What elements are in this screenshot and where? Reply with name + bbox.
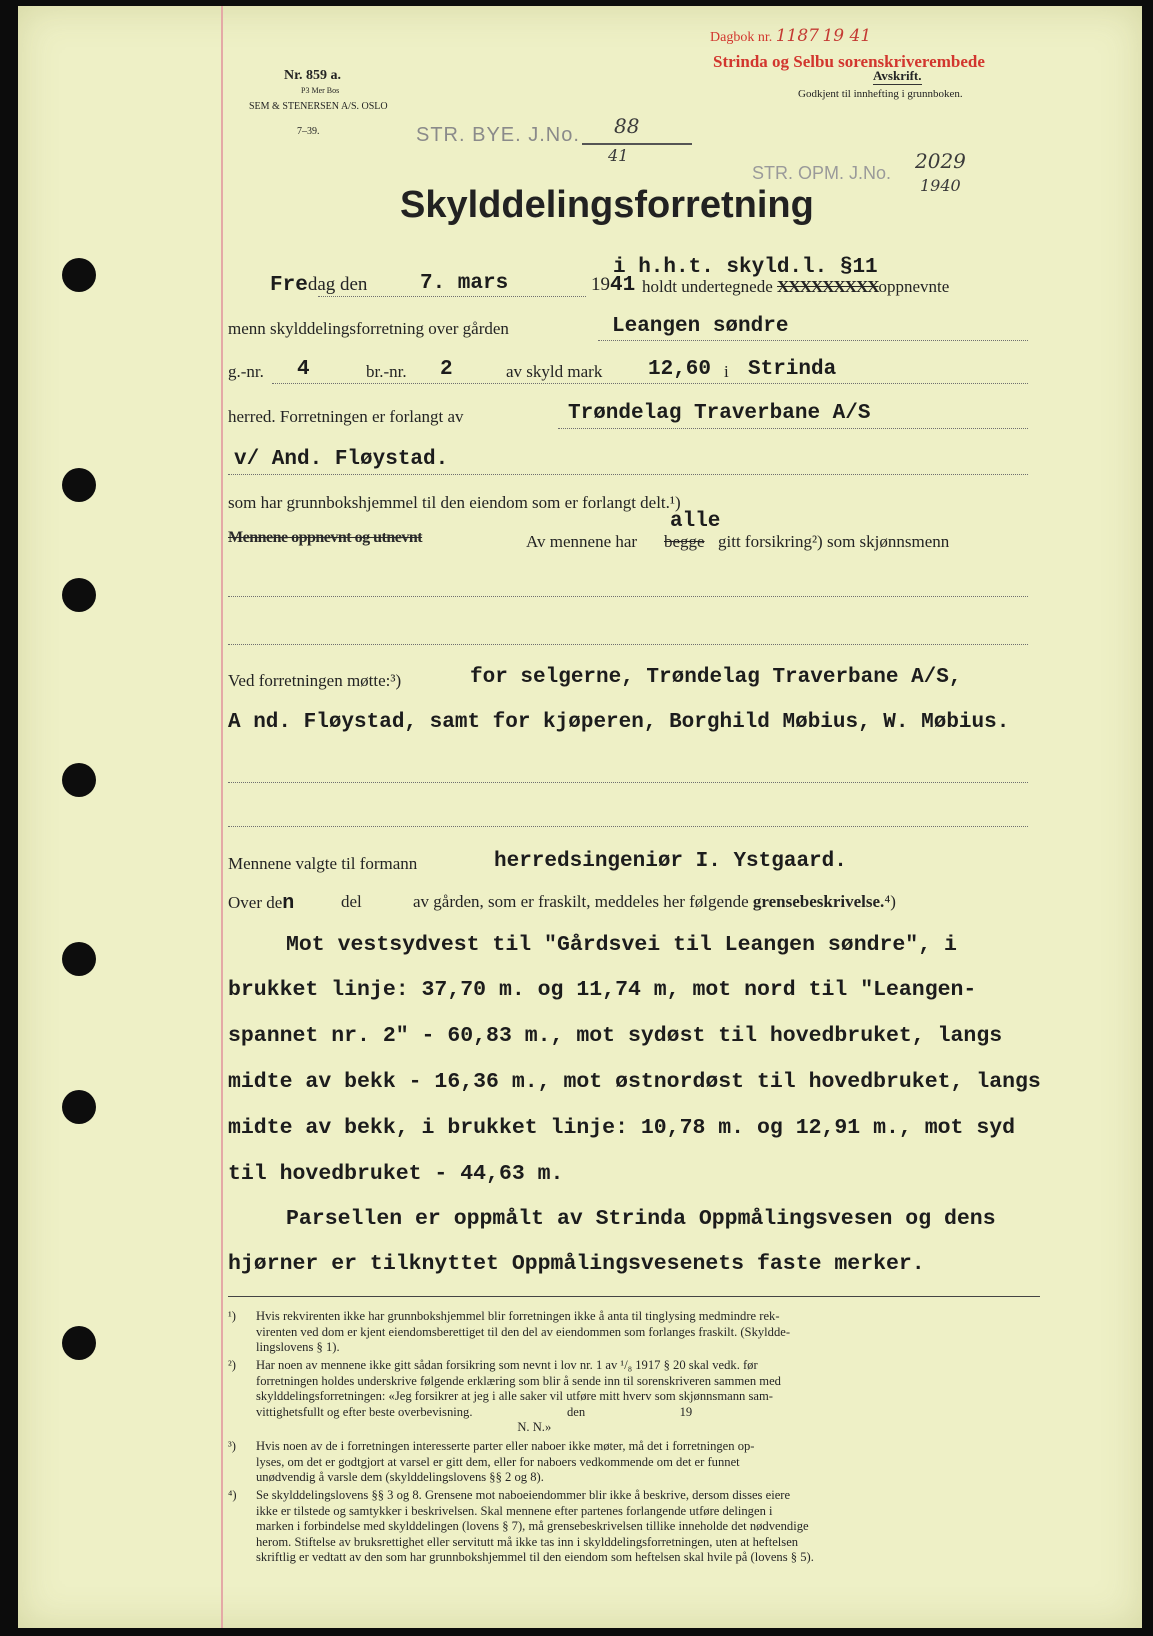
i-label: i — [724, 362, 729, 381]
day-suffix: dag den — [307, 274, 368, 295]
footnote-3-line: unødvendig å varsle dem (skylddelingslovens §§ 2 og 8). — [256, 1470, 544, 1484]
footnote-3-number: ³) — [228, 1439, 236, 1453]
bnr-value: 2 — [440, 358, 453, 381]
dagbok-year: 19 41 — [822, 26, 872, 46]
skyld-value: 12,60 — [648, 358, 712, 381]
municipality: Strinda — [748, 358, 837, 381]
year-field — [591, 274, 635, 297]
over-farm-label: menn skylddelingsforretning over gården — [228, 319, 509, 338]
str-opm-number: 2029 — [915, 149, 966, 173]
footnote-separator — [228, 1296, 1040, 1297]
skyld-label: av skyld mark — [506, 362, 603, 381]
footnote-4-line: Se skylddelingslovens §§ 3 og 8. Grensene mot naboeiendommer blir ikke å beskrive, dersom disses eiere — [256, 1488, 791, 1502]
interlinear-note: i h.h.t. skyld.l. §11 — [613, 256, 878, 279]
court-name-stamp: Strinda og Selbu sorenskriverembede — [713, 52, 985, 71]
requested-line — [558, 428, 1028, 429]
requested-line-2 — [228, 474, 1028, 475]
str-bye-number: 88 — [614, 114, 640, 138]
document-title: Skylddelingsforretning — [400, 184, 814, 226]
footnote-3-line: Hvis noen av de i forretningen interesserte parter eller naboer ikke møter, må det i forretningen op- — [256, 1439, 755, 1453]
del-label: del — [341, 892, 362, 911]
formann-value: herredsingeniør I. Ystgaard. — [494, 850, 847, 873]
struck-phrase: Mennene oppnevnt og utnevnt — [228, 529, 423, 546]
held-by — [642, 277, 949, 297]
over-den-label: Over de — [228, 893, 283, 912]
binder-hole-7 — [62, 1326, 96, 1360]
footnote-2-line: Har noen av mennene ikke gitt sådan forsikring som nevnt i lov nr. 1 av ¹/₈ 1917 § 20 skal vedk. før — [256, 1358, 758, 1372]
str-bye-stamp — [416, 124, 580, 147]
bnr-label: br.-nr. — [366, 362, 407, 381]
description-line-6: til hovedbruket - 44,63 m. — [228, 1162, 564, 1186]
del-tail-plain: av gården, som er fraskilt, meddeles her følgende — [413, 892, 749, 911]
footnote-1-line: Hvis rekvirenten ikke har grunnbokshjemmel blir forretningen ikke å anta til tinglysing medmindre rek- — [256, 1309, 780, 1323]
del-tail — [413, 892, 896, 912]
year-prefix: 19 — [591, 274, 610, 295]
farm-line — [598, 340, 1028, 341]
description-line-5: midte av bekk, i brukket linje: 10,78 m. og 12,91 m., mot syd — [228, 1116, 1016, 1140]
blank-line-4 — [228, 826, 1028, 827]
blank-line-3 — [228, 782, 1028, 783]
dagbok-number: 1187 — [775, 26, 819, 46]
trademark: P3 Mer Bos — [301, 86, 340, 95]
day-filled: Fre — [270, 274, 308, 297]
motte-label: Ved forretningen møtte:³) — [228, 671, 402, 690]
mennene-label: Av mennene har — [526, 532, 638, 551]
footnote-4-line: herom. Stiftelse av bruksrettighet eller servitutt må ikke tas inn i skylddelingsforretningen, uten at heftelsen — [256, 1534, 799, 1549]
alle-insert: alle — [670, 510, 721, 533]
footnote-4-line: marken i forbindelse med skylddelingen (lovens § 7), må grensebeskrivelsen tillike inneholde det nødvendige — [256, 1519, 809, 1533]
requested-by-2: v/ And. Fløystad. — [234, 448, 449, 471]
description-line-8: hjørner er tilknyttet Oppmålingsvesenets faste merker. — [228, 1252, 925, 1276]
date-line — [318, 296, 586, 297]
struck-word: begge — [664, 532, 705, 551]
over-den-fill: n — [282, 892, 295, 915]
footnote-3-line: lyses, om det er godtgjort at varsel er gitt dem, eller for naboers vedkommende om det er funnet — [256, 1454, 740, 1469]
red-margin-line — [221, 6, 223, 1628]
footnote-2-line: skylddelingsforretningen: «Jeg forsikrer at jeg i alle saker vil utføre mitt hverv som skjønnsmann sam- — [256, 1389, 773, 1403]
footnote-1-line: lingslovens § 1). — [256, 1340, 340, 1354]
line-date — [270, 274, 367, 297]
year-value: 41 — [610, 274, 636, 297]
herred-label: herred. Forretningen er forlangt av — [228, 407, 464, 426]
gnr-label: g.-nr. — [228, 362, 264, 381]
held-end: oppnevnte — [878, 277, 950, 296]
blank-line-2 — [228, 644, 1028, 645]
dagbok-stamp — [710, 26, 871, 46]
footnote-2-number: ²) — [228, 1358, 236, 1372]
del-tail-bold: grensebeskrivelse. — [752, 892, 885, 911]
requested-by: Trøndelag Traverbane A/S — [568, 402, 871, 425]
farm-name: Leangen søndre — [612, 315, 789, 338]
str-bye-label: STR. BYE. J.No. — [416, 124, 580, 146]
footnote-1-line: virenten ved dom er kjent eiendomsberettiget til den del av eiendommen som forlanges fraskilt. (Skyldde- — [256, 1324, 791, 1339]
str-opm-stamp — [752, 163, 891, 184]
footnote-4-number: ⁴) — [228, 1488, 237, 1502]
footnote-2-line: N. N.» — [256, 1420, 552, 1434]
footnote-4-line: ikke er tilstede og samtykker i beskrivelsen. Skal mennene efter partenes forlangende utføre delingen i — [256, 1503, 773, 1518]
over-den — [228, 892, 294, 915]
printer-name: SEM & STENERSEN A/S. OSLO — [249, 101, 388, 112]
description-line-1: Mot vestsydvest til "Gårdsvei til Leangen søndre", i — [286, 933, 957, 957]
blank-line-1 — [228, 596, 1028, 597]
motte-1: for selgerne, Trøndelag Traverbane A/S, — [470, 666, 962, 689]
binder-hole-4 — [62, 763, 96, 797]
binder-hole-2 — [62, 468, 96, 502]
footnote-4-line: skriftlig er vedtatt av den som har grunnbokshjemmel til den eiendom som heftelsen skal hvile på (lovens § 5). — [256, 1550, 814, 1564]
form-number: Nr. 859 a. — [284, 68, 342, 83]
description-line-7: Parsellen er oppmålt av Strinda Oppmålingsvesen og dens — [286, 1207, 996, 1231]
binder-hole-6 — [62, 1090, 96, 1124]
footnote-1-number: ¹) — [228, 1309, 236, 1323]
approved-note: Godkjent til innhefting i grunnboken. — [798, 88, 963, 100]
binder-hole-3 — [62, 578, 96, 612]
avskrift-label: Avskrift. — [873, 68, 922, 83]
description-line-3: spannet nr. 2" - 60,83 m., mot sydøst til hovedbruket, langs — [228, 1024, 1003, 1048]
held-by-label: holdt undertegnede — [642, 277, 773, 296]
dagbok-label: Dagbok nr. — [710, 30, 773, 45]
binder-hole-1 — [62, 258, 96, 292]
description-line-2: brukket linje: 37,70 m. og 11,74 m, mot nord til "Leangen- — [228, 978, 977, 1002]
held-struck: XXXXXXXXX — [777, 277, 879, 296]
gnr-value: 4 — [297, 358, 310, 381]
del-tail-ref: ⁴) — [884, 892, 896, 911]
binder-hole-5 — [62, 942, 96, 976]
footnote-2-line: vittighetsfullt og efter beste overbevisning. den 19 — [256, 1404, 693, 1419]
str-opm-year: 1940 — [920, 176, 961, 195]
hjemmel-line: som har grunnbokshjemmel til den eiendom som er forlangt delt.¹) — [228, 493, 681, 512]
formann-label: Mennene valgte til formann — [228, 854, 418, 873]
forsikring-tail: gitt forsikring²) som skjønnsmenn — [718, 532, 950, 551]
str-bye-underline — [582, 143, 692, 145]
description-line-4: midte av bekk - 16,36 m., mot østnordøst til hovedbruket, langs — [228, 1070, 1041, 1094]
gnr-line — [272, 383, 1028, 384]
print-date: 7–39. — [297, 126, 320, 137]
str-bye-year: 41 — [608, 146, 629, 165]
document-page — [18, 6, 1142, 1628]
date-value: 7. mars — [420, 272, 509, 295]
footnote-2-line: forretningen holdes underskrive følgende erklæring som blir å sende inn til sorenskriveren sammen med — [256, 1373, 781, 1388]
motte-2: A nd. Fløystad, samt for kjøperen, Borghild Møbius, W. Møbius. — [228, 711, 1010, 734]
str-opm-label: STR. OPM. J.No. — [752, 163, 892, 183]
